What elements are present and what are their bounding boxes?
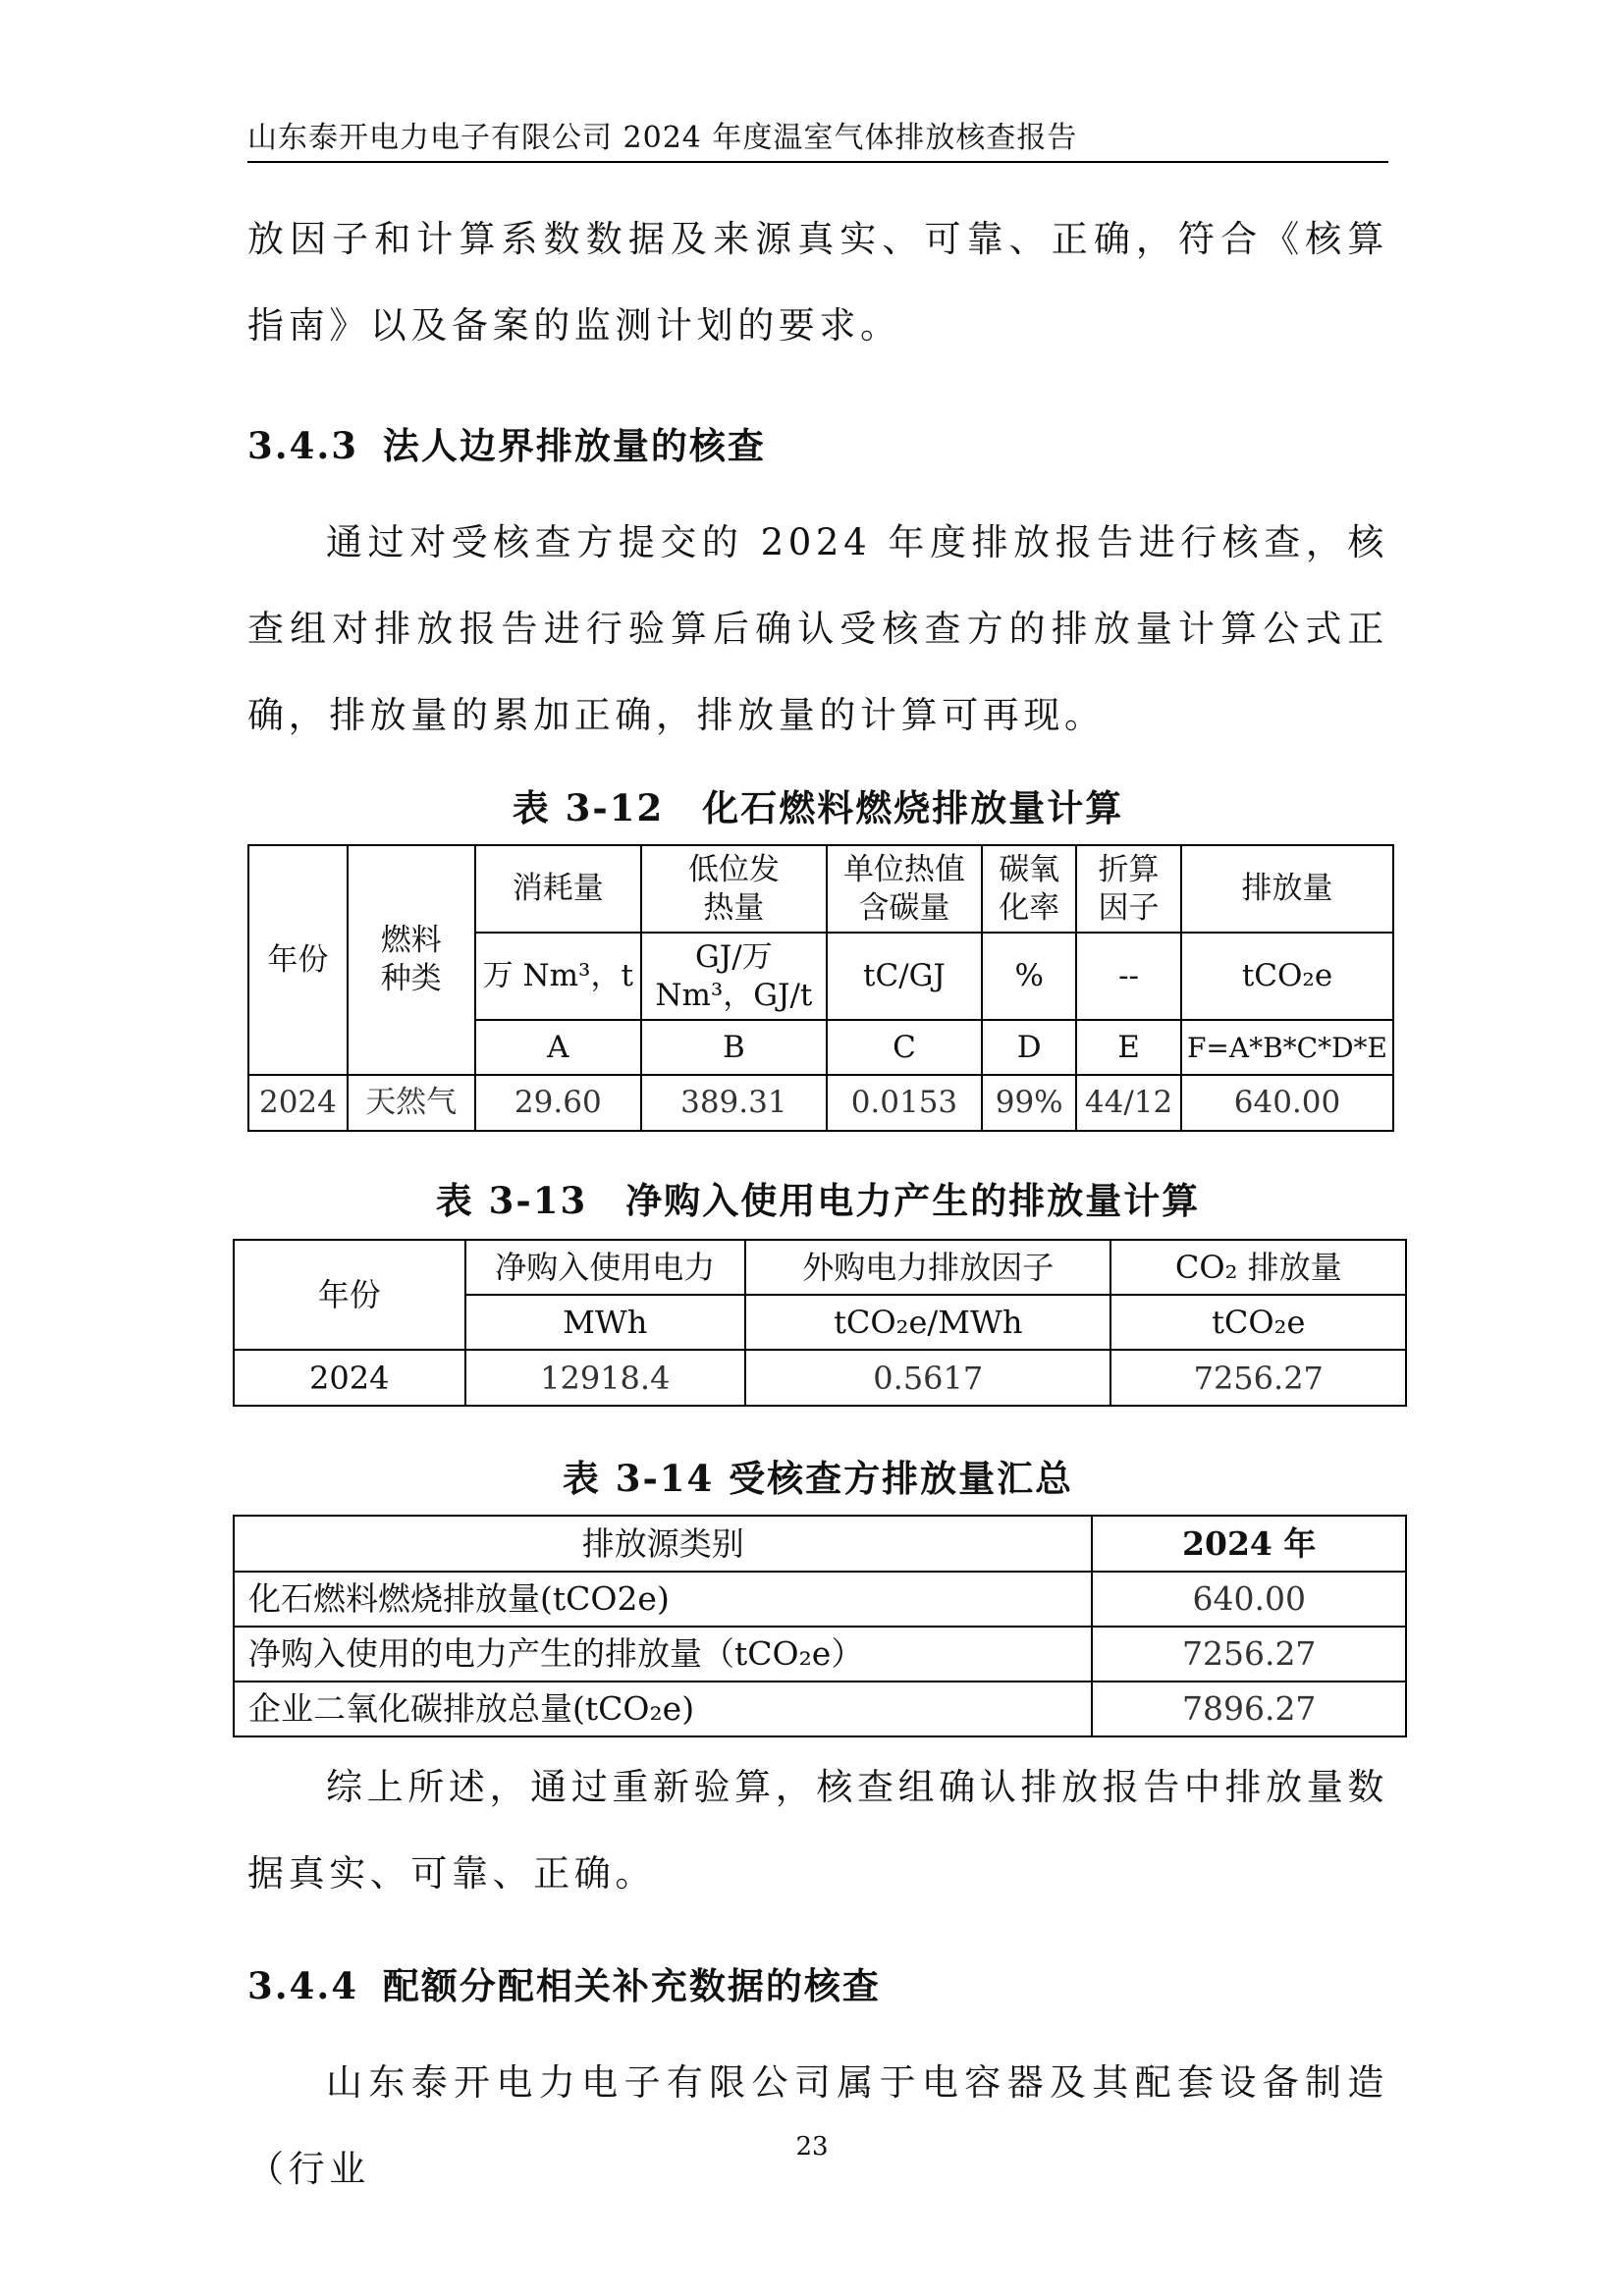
header-ncv: 低位发热量 bbox=[641, 845, 827, 933]
letter-c: C bbox=[827, 1020, 983, 1075]
header-year: 年份 bbox=[248, 845, 348, 1075]
section-title: 法人边界排放量的核查 bbox=[382, 424, 766, 467]
cell-oxidation-rate: 99% bbox=[982, 1075, 1076, 1131]
table-caption-3-13: 表 3-13 净购入使用电力产生的排放量计算 bbox=[435, 1179, 1201, 1222]
header-conversion-factor: 折算因子 bbox=[1076, 845, 1181, 933]
cell-year: 2024 bbox=[234, 1350, 465, 1406]
header-emission-factor: 外购电力排放因子 bbox=[745, 1240, 1110, 1295]
cell-emission-factor: 0.5617 bbox=[745, 1350, 1110, 1406]
cell-co2-emissions: 7256.27 bbox=[1110, 1350, 1406, 1406]
unit-carbon-content: tC/GJ bbox=[827, 933, 983, 1020]
cell-conversion-factor: 44/12 bbox=[1076, 1075, 1181, 1131]
unit-emissions: tCO₂e bbox=[1181, 933, 1393, 1020]
header-emissions: 排放量 bbox=[1181, 845, 1393, 933]
cell-purchased-power: 12918.4 bbox=[465, 1350, 746, 1406]
row-label-total: 企业二氧化碳排放总量(tCO₂e) bbox=[234, 1682, 1092, 1736]
letter-b: B bbox=[641, 1020, 827, 1075]
header-year: 年份 bbox=[234, 1240, 465, 1350]
section-heading-3-4-3 bbox=[247, 416, 766, 469]
cell-fuel: 天然气 bbox=[348, 1075, 475, 1131]
table-caption-3-12: 表 3-12 化石燃料燃烧排放量计算 bbox=[512, 786, 1124, 829]
running-header: 山东泰开电力电子有限公司 2024 年度温室气体排放核查报告 bbox=[247, 116, 1388, 163]
header-oxidation-rate: 碳氧化率 bbox=[982, 845, 1076, 933]
header-co2-emissions: CO₂ 排放量 bbox=[1110, 1240, 1406, 1295]
header-consumption: 消耗量 bbox=[475, 845, 642, 933]
paragraph-allocation: 山东泰开电力电子有限公司属于电容器及其配套设备制造（行业 bbox=[247, 2061, 1388, 2190]
table-row bbox=[234, 1682, 1406, 1736]
header-carbon-content: 单位热值含碳量 bbox=[827, 845, 983, 933]
section-heading-3-4-4 bbox=[247, 1956, 881, 2009]
cell-ncv: 389.31 bbox=[641, 1075, 827, 1131]
section-number: 3.4.4 bbox=[247, 1964, 358, 2007]
formula-f: F=A*B*C*D*E bbox=[1181, 1020, 1393, 1075]
paragraph-conclusion: 综上所述，通过重新验算，核查组确认排放报告中排放量数据真实、可靠、正确。 bbox=[247, 1766, 1388, 1895]
unit-consumption: 万 Nm³，t bbox=[475, 933, 642, 1020]
row-label-fossil-fuel: 化石燃料燃烧排放量(tCO2e) bbox=[234, 1572, 1092, 1627]
cell-consumption: 29.60 bbox=[475, 1075, 642, 1131]
table-fossil-fuel-emissions bbox=[247, 844, 1394, 1132]
cell-emissions: 640.00 bbox=[1181, 1075, 1393, 1131]
table-emissions-summary bbox=[233, 1515, 1407, 1737]
unit-ncv: GJ/万 Nm³，GJ/t bbox=[641, 933, 827, 1020]
unit-conversion-factor: -- bbox=[1076, 933, 1181, 1020]
section-title: 配额分配相关补充数据的核查 bbox=[382, 1964, 881, 2007]
header-purchased-power: 净购入使用电力 bbox=[465, 1240, 746, 1295]
paragraph-continuation: 放因子和计算系数数据及来源真实、可靠、正确，符合《核算指南》以及备案的监测计划的要求。 bbox=[247, 218, 1388, 347]
unit-factor: tCO₂e/MWh bbox=[745, 1295, 1110, 1350]
letter-a: A bbox=[475, 1020, 642, 1075]
cell-carbon-content: 0.0153 bbox=[827, 1075, 983, 1131]
header-source-category: 排放源类别 bbox=[234, 1516, 1092, 1572]
page-number: 23 bbox=[795, 2132, 829, 2162]
table-caption-3-14: 表 3-14 受核查方排放量汇总 bbox=[562, 1457, 1074, 1500]
table-row bbox=[234, 1627, 1406, 1682]
row-value-total: 7896.27 bbox=[1092, 1682, 1406, 1736]
table-row bbox=[234, 1572, 1406, 1627]
unit-tco2e: tCO₂e bbox=[1110, 1295, 1406, 1350]
unit-oxidation-rate: % bbox=[982, 933, 1076, 1020]
header-fuel-type: 燃料种类 bbox=[348, 845, 475, 1075]
table-row bbox=[234, 1350, 1406, 1406]
row-label-electricity: 净购入使用的电力产生的排放量（tCO₂e） bbox=[234, 1627, 1092, 1682]
unit-mwh: MWh bbox=[465, 1295, 746, 1350]
row-value-fossil-fuel: 640.00 bbox=[1092, 1572, 1406, 1627]
table-electricity-emissions bbox=[233, 1239, 1407, 1407]
section-number: 3.4.3 bbox=[247, 424, 358, 467]
paragraph-verification: 通过对受核查方提交的 2024 年度排放报告进行核查，核查组对排放报告进行验算后确认受核查方的排放量计算公式正确，排放量的累加正确，排放量的计算可再现。 bbox=[247, 521, 1388, 736]
letter-e: E bbox=[1076, 1020, 1181, 1075]
cell-year: 2024 bbox=[248, 1075, 348, 1131]
header-year-2024: 2024 年 bbox=[1092, 1516, 1406, 1572]
table-row bbox=[248, 1075, 1393, 1131]
letter-d: D bbox=[982, 1020, 1076, 1075]
row-value-electricity: 7256.27 bbox=[1092, 1627, 1406, 1682]
